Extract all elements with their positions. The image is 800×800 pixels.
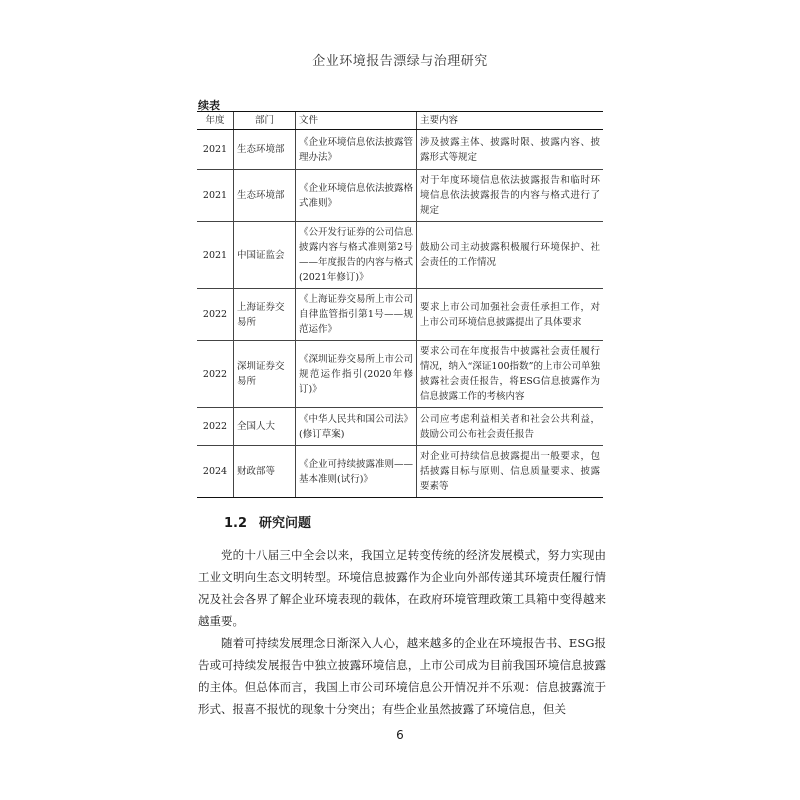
cell-document: 《企业可持续披露准则——基本准则(试行)》: [296, 446, 417, 498]
section-title: 研究问题: [259, 516, 312, 531]
table-row: [197, 408, 603, 446]
table-row: [197, 446, 603, 498]
cell-document: 《企业环境信息依法披露管理办法》: [296, 130, 417, 170]
table-row: [197, 222, 603, 289]
cell-content: 公司应考虑利益相关者和社会公共利益，鼓励公司公布社会责任报告: [417, 408, 604, 446]
column-header-year: 年度: [197, 112, 234, 130]
disclosure-policy-table: [197, 111, 603, 498]
column-header-content: 主要内容: [417, 112, 604, 130]
cell-document: 《企业环境信息依法披露格式准则》: [296, 170, 417, 222]
cell-department: 财政部等: [234, 446, 296, 498]
cell-year: 2021: [197, 222, 234, 289]
body-text: [198, 544, 606, 720]
cell-content: 要求公司在年度报告中披露社会责任履行情况，纳入“深证100指数”的上市公司单独披露社会责任报告，将ESG信息披露作为信息披露工作的考核内容: [417, 341, 604, 408]
running-header: 企业环境报告漂绿与治理研究: [312, 54, 488, 69]
table-row: [197, 130, 603, 170]
cell-year: 2022: [197, 408, 234, 446]
page-number: 6: [396, 728, 404, 742]
cell-department: 全国人大: [234, 408, 296, 446]
cell-year: 2022: [197, 289, 234, 341]
section-heading: [224, 512, 311, 531]
cell-content: 要求上市公司加强社会责任承担工作，对上市公司环境信息披露提出了具体要求: [417, 289, 604, 341]
cell-year: 2022: [197, 341, 234, 408]
cell-department: 深圳证券交易所: [234, 341, 296, 408]
cell-document: 《上海证券交易所上市公司自律监管指引第1号——规范运作》: [296, 289, 417, 341]
cell-content: 对于年度环境信息依法披露报告和临时环境信息依法披露报告的内容与格式进行了规定: [417, 170, 604, 222]
table-continued-label: 续表: [198, 99, 220, 112]
paragraph: 随着可持续发展理念日渐深入人心，越来越多的企业在环境报告书、ESG报告或可持续发展报告中独立披露环境信息，上市公司成为目前我国环境信息披露的主体。但总体而言，我国上市公司环境信息公开情况并不乐观：信息披露流于形式、报喜不报忧的现象十分突出；有些企业虽然披露了环境信息，但关: [198, 636, 606, 716]
cell-year: 2021: [197, 170, 234, 222]
section-number: 1.2: [224, 516, 248, 531]
table-row: [197, 289, 603, 341]
cell-department: 生态环境部: [234, 130, 296, 170]
cell-department: 上海证券交易所: [234, 289, 296, 341]
cell-department: 生态环境部: [234, 170, 296, 222]
cell-content: 对企业可持续信息披露提出一般要求，包括披露目标与原则、信息质量要求、披露要素等: [417, 446, 604, 498]
cell-year: 2021: [197, 130, 234, 170]
table-row: [197, 341, 603, 408]
cell-department: 中国证监会: [234, 222, 296, 289]
cell-content: 涉及披露主体、披露时限、披露内容、披露形式等规定: [417, 130, 604, 170]
column-header-department: 部门: [234, 112, 296, 130]
cell-content: 鼓励公司主动披露积极履行环境保护、社会责任的工作情况: [417, 222, 604, 289]
cell-year: 2024: [197, 446, 234, 498]
table-row: [197, 170, 603, 222]
cell-document: 《公开发行证券的公司信息披露内容与格式准则第2号——年度报告的内容与格式(2021年修订)》: [296, 222, 417, 289]
cell-document: 《中华人民共和国公司法》(修订草案): [296, 408, 417, 446]
table-header-row: [197, 112, 603, 130]
column-header-document: 文件: [296, 112, 417, 130]
cell-document: 《深圳证券交易所上市公司规范运作指引(2020年修订)》: [296, 341, 417, 408]
paragraph: 党的十八届三中全会以来，我国立足转变传统的经济发展模式，努力实现由工业文明向生态文明转型。环境信息披露作为企业向外部传递其环境责任履行情况及社会各界了解企业环境表现的载体，在政府环境管理政策工具箱中变得越来越重要。: [198, 548, 606, 628]
